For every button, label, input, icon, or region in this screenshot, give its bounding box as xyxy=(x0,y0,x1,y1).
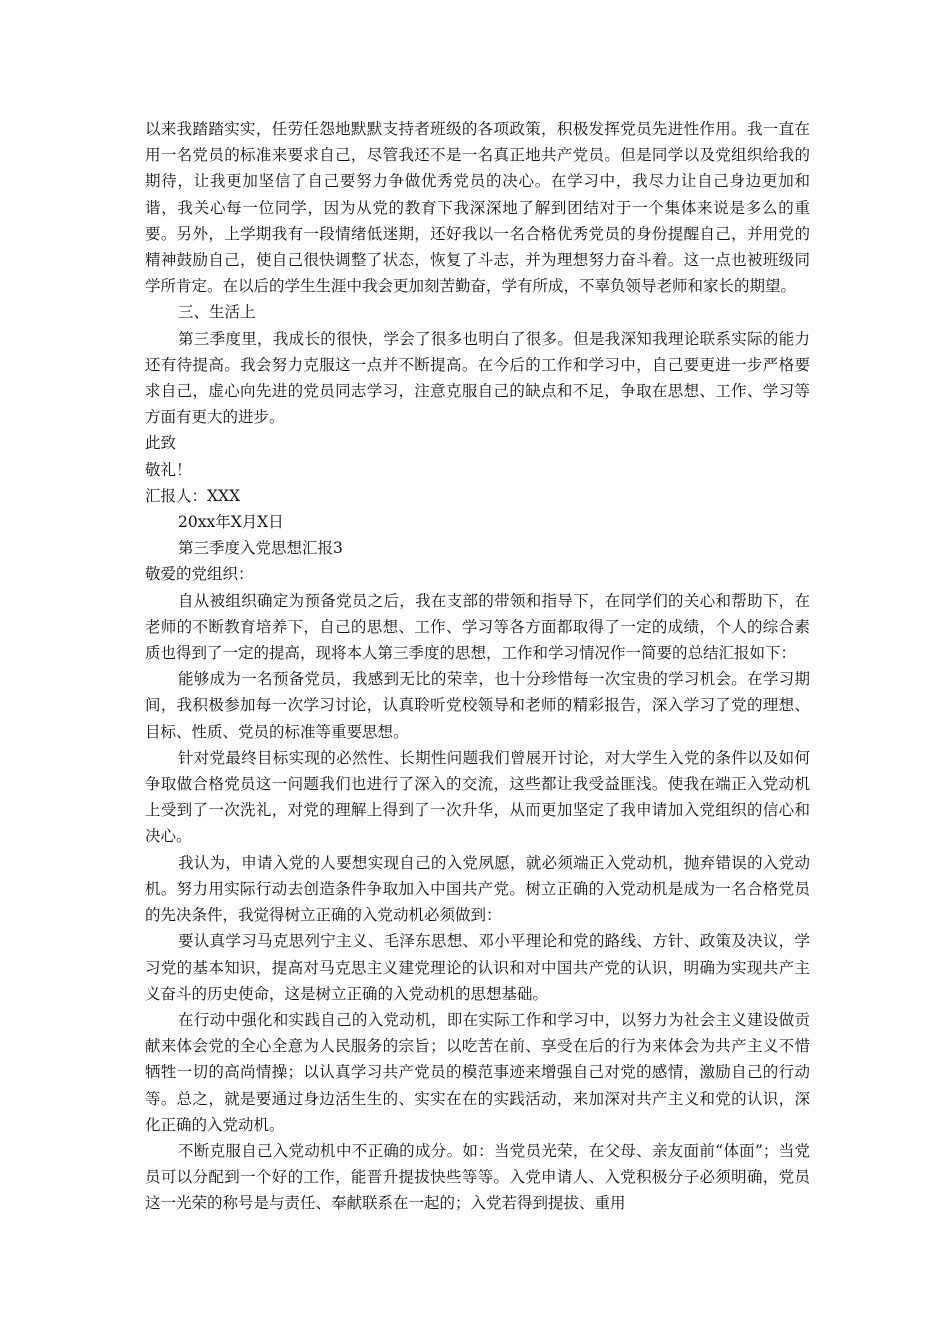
paragraph: 在行动中强化和实践自己的入党动机，即在实际工作和学习中，以努力为社会主义建设做贡献来体会党的全心全意为人民服务的宗旨；以吃苦在前、享受在后的行为来体会为共产主义不惜牺牲一切的高尚情操；以认真学习共产党员的模范事迹来增强自己对党的感情，激励自己的行动等。总之，就是要通过身边活生生的、实实在在的实践活动，来加深对共产主义和党的认识，深化正确的入党动机。 xyxy=(145,1010,810,1134)
section-heading: 三、生活上 xyxy=(178,303,256,322)
paragraph: 以来我踏踏实实，任劳任怨地默默支持者班级的各项政策，积极发挥党员先进性作用。我一直在用一名党员的标准来要求自己，尽管我还不是一名真正地共产党员。但是同学以及党组织给我的期待，让我更加坚信了自己要努力争做优秀党员的决心。在学习中，我尽力让自己身边更加和谐，我关心每一位同学，因为从党的教育下我深深地了解到团结对于一个集体来说是多么的重要。另外，上学期我有一段情绪低迷期，还好我以一名合格优秀党员的身份提醒自己，并用党的精神鼓励自己，使自己很快调整了状态，恢复了斗志，并为理想努力奋斗着。这一点也被班级同学所肯定。在以后的学生生涯中我会更加刻苦勤奋，学有所成，不辜负领导老师和家长的期望。 xyxy=(145,120,810,296)
document-title: 第三季度入党思想汇报3 xyxy=(178,539,343,558)
paragraph: 针对党最终目标实现的必然性、长期性问题我们曾展开讨论，对大学生入党的条件以及如何争取做合格党员这一问题我们也进行了深入的交流，这些都让我受益匪浅。使我在端正入党动机上受到了一次洗礼，对党的理解上得到了一次升华，从而更加坚定了我申请加入党组织的信心和决心。 xyxy=(145,748,810,846)
date-line: 20xx年X月X日 xyxy=(178,513,284,532)
paragraph: 不断克服自己入党动机中不正确的成分。如：当党员光荣，在父母、亲友面前“体面”；当党员可以分配到一个好的工作，能晋升提拔快些等等。入党申请人、入党积极分子必须明确，党员这一光荣的称号是与责任、奉献联系在一起的；入党若得到提拔、重用 xyxy=(145,1141,810,1213)
paragraph: 第三季度里，我成长的很快，学会了很多也明白了很多。但是我深知我理论联系实际的能力还有待提高。我会努力克服这一点并不断提高。在今后的工作和学习中，自己要更进一步严格要求自己，虚心向先进的党员同志学习，注意克服自己的缺点和不足，争取在思想、工作、学习等方面有更大的进步。 xyxy=(145,329,810,427)
paragraph: 要认真学习马克思列宁主义、毛泽东思想、邓小平理论和党的路线、方针、政策及决议，学习党的基本知识，提高对马克思主义建党理论的认识和对中国共产党的认识，明确为实现共产主义奋斗的历史使命，这是树立正确的入党动机的思想基础。 xyxy=(145,932,810,1003)
paragraph: 自从被组织确定为预备党员之后，我在支部的带领和指导下，在同学们的关心和帮助下，在老师的不断教育培养下，自己的思想、工作、学习等各方面都取得了一定的成绩，个人的综合素质也得到了一定的提高，现将本人第三季度的思想，工作和学习情况作一简要的总结汇报如下： xyxy=(145,591,810,663)
closing-line: 此致 xyxy=(145,434,177,453)
greeting: 敬爱的党组织： xyxy=(145,565,254,584)
document-page xyxy=(145,116,810,1217)
paragraph: 能够成为一名预备党员，我感到无比的荣幸，也十分珍惜每一次宝贵的学习机会。在学习期间，我积极参加每一次学习讨论，认真聆听党校领导和老师的精彩报告，深入学习了党的理想、目标、性质、党员的标准等重要思想。 xyxy=(145,670,810,741)
salutation: 敬礼！ xyxy=(145,460,192,479)
paragraph: 我认为，申请入党的人要想实现自己的入党夙愿，就必须端正入党动机，抛弃错误的入党动机。努力用实际行动去创造条件争取加入中国共产党。树立正确的入党动机是成为一名合格党员的先决条件，我觉得树立正确的入党动机必须做到： xyxy=(145,853,810,925)
reporter-line: 汇报人：XXX xyxy=(145,486,241,505)
